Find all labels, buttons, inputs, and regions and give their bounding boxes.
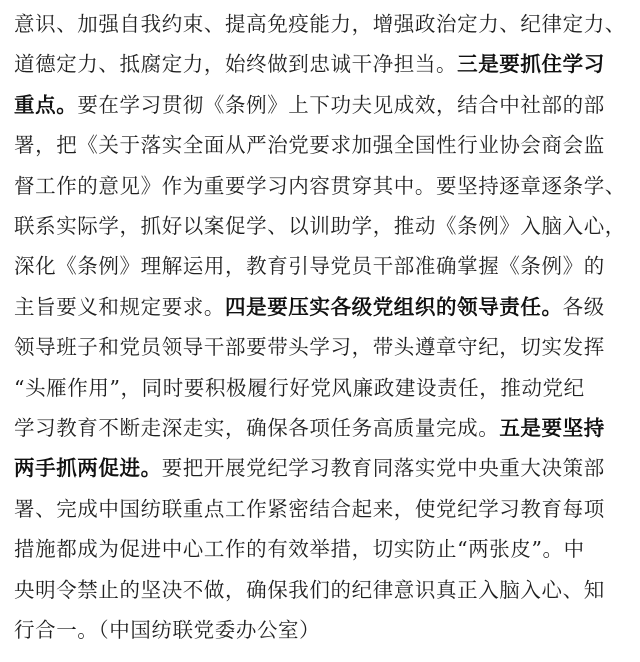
text-segment: 措施都成为促进中心工作的有效举措，切实防止“两张皮”。中 bbox=[14, 537, 585, 562]
text-segment: 主旨要义和规定要求。 bbox=[14, 294, 225, 319]
bold-text-segment: 三是要抓住学习 bbox=[457, 52, 605, 77]
text-line bbox=[14, 164, 626, 208]
text-segment: 督工作的意见》作为重要学习内容贯穿其中。要坚持逐章逐条学、 bbox=[14, 173, 626, 198]
text-line bbox=[14, 42, 605, 86]
text-segment: 联系实际学，抓好以案促学、以训助学，推动《条例》入脑入心， bbox=[14, 214, 626, 238]
text-line bbox=[14, 2, 626, 46]
text-line bbox=[14, 568, 605, 612]
text-line bbox=[14, 406, 605, 450]
bold-text-segment: 五是要坚持 bbox=[499, 416, 605, 440]
text-line bbox=[14, 446, 605, 490]
text-segment: 行合一。（中国纺联党委办公室） bbox=[14, 618, 321, 642]
text-line bbox=[14, 83, 605, 127]
text-line bbox=[14, 608, 320, 652]
text-line bbox=[14, 527, 585, 571]
text-segment: 署，把《关于落实全面从严治党要求加强全国性行业协会商会监 bbox=[14, 133, 605, 158]
text-segment: 领导班子和党员领导干部要带头学习，带头遵章守纪，切实发挥 bbox=[14, 335, 605, 360]
text-segment: 要在学习贯彻《条例》上下功夫见成效，结合中社部的部 bbox=[77, 92, 605, 117]
text-segment: 意识、加强自我约束、提高免疫能力，增强政治定力、纪律定力、 bbox=[14, 12, 626, 36]
bold-text-segment: 两手抓两促进。 bbox=[14, 456, 162, 481]
text-line bbox=[14, 285, 605, 329]
text-line bbox=[14, 366, 585, 410]
text-segment: 各级 bbox=[562, 294, 605, 319]
text-segment: 要把开展党纪学习教育同落实党中央重大决策部 bbox=[161, 456, 605, 481]
text-segment: 署、完成中国纺联重点工作紧密结合起来，使党纪学习教育每项 bbox=[14, 496, 605, 521]
bold-text-segment: 重点。 bbox=[14, 92, 78, 117]
text-line bbox=[14, 204, 626, 248]
text-segment: 深化《条例》理解运用，教育引导党员干部准确掌握《条例》的 bbox=[14, 254, 605, 279]
text-segment: 央明令禁止的坚决不做，确保我们的纪律意识真正入脑入心、知 bbox=[14, 577, 605, 602]
text-segment: “头雁作用”，同时要积极履行好党风廉政建设责任，推动党纪 bbox=[14, 375, 585, 400]
text-segment: 学习教育不断走深走实，确保各项任务高质量完成。 bbox=[14, 416, 500, 440]
text-line bbox=[14, 325, 605, 369]
text-line bbox=[14, 244, 605, 288]
text-segment: 道德定力、抵腐定力，始终做到忠诚干净担当。 bbox=[14, 52, 458, 77]
bold-text-segment: 四是要压实各级党组织的领导责任。 bbox=[225, 294, 563, 319]
text-line bbox=[14, 487, 605, 531]
text-line bbox=[14, 123, 605, 167]
